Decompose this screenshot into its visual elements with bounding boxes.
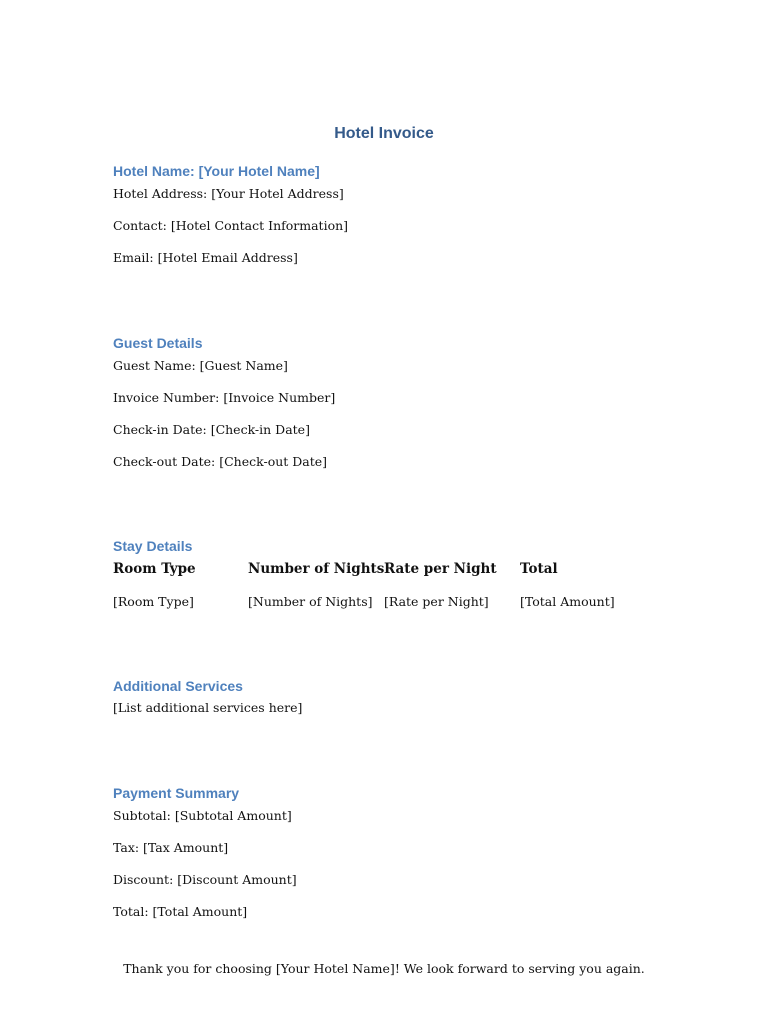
column-header-total: Total (520, 561, 558, 577)
table-cell-number-of-nights: [Number of Nights] (248, 594, 373, 609)
column-header-room-type: Room Type (113, 561, 196, 577)
hotel-email-line: Email: [Hotel Email Address] (113, 250, 298, 265)
checkout-date-line: Check-out Date: [Check-out Date] (113, 454, 328, 469)
discount-line: Discount: [Discount Amount] (113, 872, 297, 887)
stay-details-heading: Stay Details (113, 538, 193, 554)
hotel-name-heading: Hotel Name: [Your Hotel Name] (113, 163, 320, 179)
subtotal-line: Subtotal: [Subtotal Amount] (113, 808, 292, 823)
total-line: Total: [Total Amount] (113, 904, 248, 919)
thank-you-footer: Thank you for choosing [Your Hotel Name]! We look forward to serving you again. (123, 961, 645, 976)
additional-services-heading: Additional Services (113, 678, 243, 694)
hotel-contact-line: Contact: [Hotel Contact Information] (113, 218, 349, 233)
payment-summary-heading: Payment Summary (113, 785, 240, 801)
table-cell-total: [Total Amount] (520, 594, 615, 609)
table-cell-room-type: [Room Type] (113, 594, 194, 609)
guest-details-heading: Guest Details (113, 335, 203, 351)
guest-name-line: Guest Name: [Guest Name] (113, 358, 288, 373)
column-header-rate-per-night: Rate per Night (384, 561, 497, 577)
column-header-number-of-nights: Number of Nights (248, 561, 385, 577)
page-title: Hotel Invoice (334, 125, 434, 142)
table-cell-rate-per-night: [Rate per Night] (384, 594, 489, 609)
hotel-address-line: Hotel Address: [Your Hotel Address] (113, 186, 344, 201)
invoice-number-line: Invoice Number: [Invoice Number] (113, 390, 336, 405)
additional-services-text: [List additional services here] (113, 700, 303, 715)
tax-line: Tax: [Tax Amount] (113, 840, 229, 855)
checkin-date-line: Check-in Date: [Check-in Date] (113, 422, 310, 437)
